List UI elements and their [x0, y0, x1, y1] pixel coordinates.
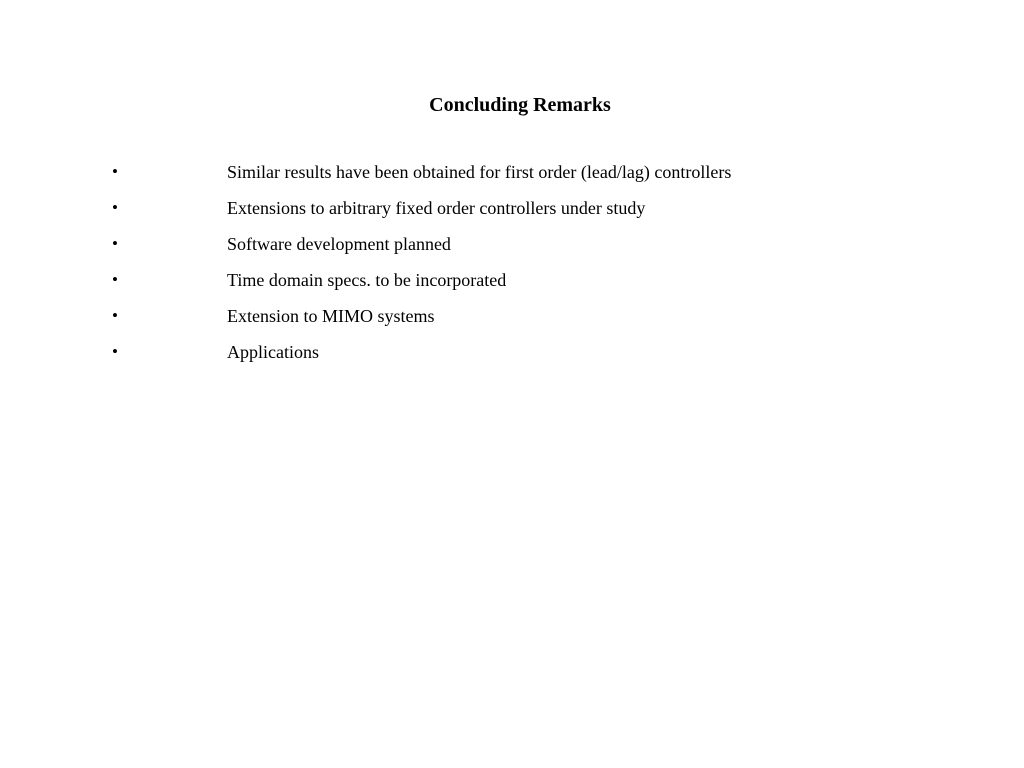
list-item — [0, 158, 1024, 194]
list-item-text: Extensions to arbitrary fixed order controllers under study — [227, 198, 646, 218]
list-item — [0, 266, 1024, 302]
list-item — [0, 230, 1024, 266]
list-item — [0, 194, 1024, 230]
page-title: Concluding Remarks — [429, 94, 611, 116]
list-item-text: Time domain specs. to be incorporated — [227, 270, 507, 290]
list-item-text: Extension to MIMO systems — [227, 306, 435, 326]
bullet-icon: • — [112, 270, 118, 289]
list-item-text: Similar results have been obtained for first order (lead/lag) controllers — [227, 162, 732, 182]
bullet-icon: • — [112, 234, 118, 253]
list-item-text: Applications — [227, 342, 319, 362]
bullet-icon: • — [112, 198, 118, 217]
remarks-list — [0, 158, 1024, 374]
bullet-icon: • — [112, 306, 118, 325]
bullet-icon: • — [112, 162, 118, 181]
list-item — [0, 338, 1024, 374]
bullet-icon: • — [112, 342, 118, 361]
list-item-text: Software development planned — [227, 234, 451, 254]
list-item — [0, 302, 1024, 338]
